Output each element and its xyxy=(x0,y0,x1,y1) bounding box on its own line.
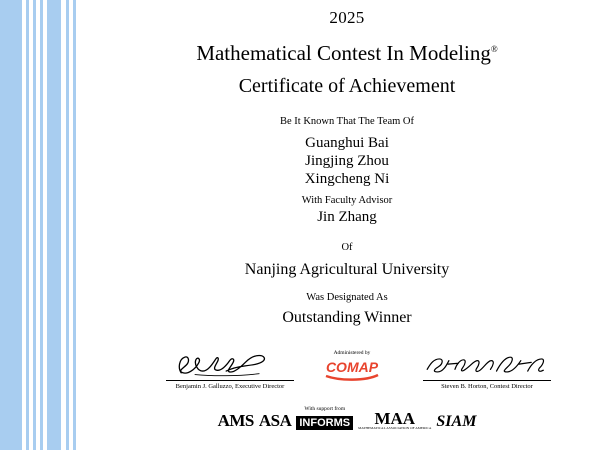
asa-logo: ASA xyxy=(258,411,292,430)
team-member-name: Guanghui Bai xyxy=(305,135,389,151)
informs-logo: INFORMS xyxy=(296,416,353,430)
team-members-list xyxy=(82,134,612,188)
administered-by-block xyxy=(307,350,397,388)
signature-rule-right xyxy=(423,380,551,381)
certificate-subtitle: Certificate of Achievement xyxy=(238,75,456,97)
contest-director-signature xyxy=(422,352,552,378)
registered-trademark-icon: ® xyxy=(490,44,498,54)
decorative-bar-5 xyxy=(47,0,61,450)
administered-by-label: Administered by xyxy=(333,350,371,356)
contest-title-text: Mathematical Contest In Modeling xyxy=(196,41,491,65)
with-support-label: With support from xyxy=(304,406,346,412)
ams-logo: AMS xyxy=(217,411,254,430)
designated-as-label: Was Designated As xyxy=(306,292,388,303)
maa-logo xyxy=(358,411,431,431)
maa-logo-text: MAA xyxy=(374,409,416,428)
maa-subtitle: MATHEMATICAL ASSOCIATION OF AMERICA xyxy=(358,426,432,430)
award-designation: Outstanding Winner xyxy=(282,309,412,326)
decorative-bar-3 xyxy=(33,0,36,450)
decorative-bar-6 xyxy=(66,0,69,450)
signature-rule-left xyxy=(166,380,294,381)
signature-row xyxy=(82,352,612,404)
comap-logo-text: COMAP xyxy=(325,359,379,375)
faculty-advisor-name: Jin Zhang xyxy=(317,209,377,225)
contest-director-caption: Steven B. Horton, Contest Director xyxy=(441,383,533,390)
contest-title xyxy=(82,41,612,66)
comap-logo-icon xyxy=(322,357,382,383)
executive-director-signature xyxy=(169,352,290,378)
executive-director-caption: Benjamin J. Galluzzo, Executive Director xyxy=(175,383,285,390)
decorative-bar-2 xyxy=(26,0,29,450)
team-member-name: Xingcheng Ni xyxy=(304,171,390,187)
decorative-bar-4 xyxy=(40,0,43,450)
faculty-advisor-label: With Faculty Advisor xyxy=(301,195,393,206)
siam-logo: SIAM xyxy=(436,413,477,430)
decorative-bar-7 xyxy=(73,0,76,450)
contest-director-block xyxy=(412,352,562,390)
team-member-name: Jingjing Zhou xyxy=(305,153,389,169)
sponsor-row xyxy=(218,406,477,431)
informs-block xyxy=(296,406,353,431)
sponsor-logos-row xyxy=(82,406,612,438)
decorative-bar-1 xyxy=(0,0,22,450)
be-it-known-label: Be It Known That The Team Of xyxy=(280,116,414,127)
executive-director-block xyxy=(160,352,300,390)
institution-name: Nanjing Agricultural University xyxy=(244,261,450,278)
contest-year: 2025 xyxy=(329,8,365,27)
of-label: Of xyxy=(341,242,353,253)
